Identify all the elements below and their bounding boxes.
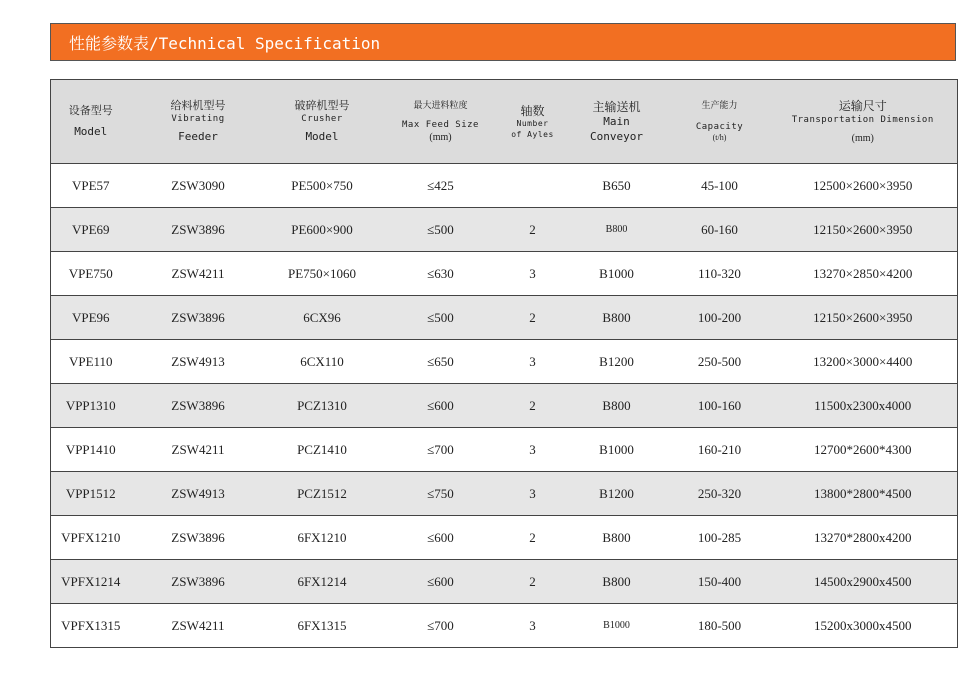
cell-axles: 3 xyxy=(503,340,563,384)
header-crusher xyxy=(266,80,379,164)
header-capacity-cn: 生产能力 xyxy=(701,99,738,110)
spec-table xyxy=(50,79,958,648)
cell-feed: ≤500 xyxy=(379,208,503,252)
header-capacity xyxy=(671,80,769,164)
table-row xyxy=(51,472,958,516)
header-feed-size-unit: (mm) xyxy=(429,131,452,143)
cell-axles: 3 xyxy=(503,472,563,516)
cell-feed: ≤600 xyxy=(379,516,503,560)
header-axles-en2: of Ayles xyxy=(511,129,554,139)
cell-conveyor: B800 xyxy=(563,560,671,604)
cell-capacity: 160-210 xyxy=(671,428,769,472)
cell-crusher: PE600×900 xyxy=(266,208,379,252)
cell-model: VPP1410 xyxy=(51,428,131,472)
cell-feeder: ZSW3896 xyxy=(131,208,266,252)
cell-conveyor: B800 xyxy=(563,296,671,340)
cell-dimension: 13270*2800x4200 xyxy=(769,516,958,560)
cell-model: VPP1310 xyxy=(51,384,131,428)
cell-conveyor: B800 xyxy=(563,384,671,428)
cell-axles xyxy=(503,164,563,208)
cell-feeder: ZSW3090 xyxy=(131,164,266,208)
cell-feeder: ZSW4913 xyxy=(131,472,266,516)
cell-capacity: 60-160 xyxy=(671,208,769,252)
cell-dimension: 12150×2600×3950 xyxy=(769,296,958,340)
cell-feed: ≤630 xyxy=(379,252,503,296)
cell-feed: ≤425 xyxy=(379,164,503,208)
cell-conveyor: B1000 xyxy=(563,604,671,648)
section-banner xyxy=(50,23,956,61)
cell-feed: ≤700 xyxy=(379,604,503,648)
cell-axles: 3 xyxy=(503,428,563,472)
cell-crusher: 6FX1214 xyxy=(266,560,379,604)
cell-model: VPE96 xyxy=(51,296,131,340)
cell-capacity: 45-100 xyxy=(671,164,769,208)
header-dimension-unit: (mm) xyxy=(851,132,874,144)
header-conveyor-en1: Main xyxy=(603,114,630,128)
header-model-en: Model xyxy=(74,124,108,138)
header-dimension-en: Transportation Dimension xyxy=(791,114,934,125)
cell-conveyor: B800 xyxy=(563,516,671,560)
cell-model: VPFX1214 xyxy=(51,560,131,604)
table-row xyxy=(51,252,958,296)
header-dimension-cn: 运输尺寸 xyxy=(838,98,887,113)
cell-conveyor: B1200 xyxy=(563,472,671,516)
cell-axles: 2 xyxy=(503,384,563,428)
header-crusher-cn: 破碎机型号 xyxy=(294,99,350,112)
cell-dimension: 12150×2600×3950 xyxy=(769,208,958,252)
cell-crusher: PE750×1060 xyxy=(266,252,379,296)
cell-feed: ≤700 xyxy=(379,428,503,472)
cell-feeder: ZSW3896 xyxy=(131,516,266,560)
cell-crusher: PCZ1410 xyxy=(266,428,379,472)
cell-dimension: 12700*2600*4300 xyxy=(769,428,958,472)
cell-feeder: ZSW3896 xyxy=(131,296,266,340)
cell-feeder: ZSW4211 xyxy=(131,604,266,648)
cell-crusher: PCZ1310 xyxy=(266,384,379,428)
header-conveyor-cn: 主输送机 xyxy=(592,99,641,114)
cell-dimension: 11500x2300x4000 xyxy=(769,384,958,428)
header-feeder-cn: 给料机型号 xyxy=(170,99,226,112)
header-axles-cn: 轴数 xyxy=(520,103,545,118)
header-conveyor xyxy=(563,80,671,164)
cell-feed: ≤500 xyxy=(379,296,503,340)
cell-crusher: PE500×750 xyxy=(266,164,379,208)
header-axles xyxy=(503,80,563,164)
cell-capacity: 250-320 xyxy=(671,472,769,516)
cell-model: VPE69 xyxy=(51,208,131,252)
header-crusher-en2: Model xyxy=(305,129,339,143)
header-capacity-en: Capacity xyxy=(695,122,744,133)
cell-feeder: ZSW3896 xyxy=(131,560,266,604)
cell-feed: ≤600 xyxy=(379,384,503,428)
cell-axles: 3 xyxy=(503,604,563,648)
header-axles-en1: Number xyxy=(516,118,549,128)
header-feeder xyxy=(131,80,266,164)
cell-crusher: 6FX1315 xyxy=(266,604,379,648)
cell-model: VPE57 xyxy=(51,164,131,208)
cell-model: VPFX1210 xyxy=(51,516,131,560)
cell-feeder: ZSW3896 xyxy=(131,384,266,428)
table-row xyxy=(51,296,958,340)
header-feed-size-cn: 最大进料粒度 xyxy=(413,99,468,110)
cell-crusher: 6FX1210 xyxy=(266,516,379,560)
table-row xyxy=(51,208,958,252)
cell-capacity: 110-320 xyxy=(671,252,769,296)
cell-crusher: 6CX110 xyxy=(266,340,379,384)
cell-capacity: 100-200 xyxy=(671,296,769,340)
cell-feeder: ZSW4211 xyxy=(131,252,266,296)
cell-crusher: PCZ1512 xyxy=(266,472,379,516)
cell-capacity: 250-500 xyxy=(671,340,769,384)
header-feeder-en2: Feeder xyxy=(178,129,218,143)
header-capacity-unit: (t/h) xyxy=(712,133,727,143)
cell-conveyor: B1200 xyxy=(563,340,671,384)
header-model-cn: 设备型号 xyxy=(68,104,113,117)
cell-axles: 2 xyxy=(503,560,563,604)
header-feeder-en1: Vibrating xyxy=(171,114,225,125)
cell-axles: 2 xyxy=(503,208,563,252)
header-crusher-en1: Crusher xyxy=(301,114,343,125)
table-row xyxy=(51,340,958,384)
table-row xyxy=(51,604,958,648)
header-dimension xyxy=(769,80,958,164)
cell-conveyor: B800 xyxy=(563,208,671,252)
header-conveyor-en2: Conveyor xyxy=(590,129,643,143)
table-row xyxy=(51,384,958,428)
table-header-row xyxy=(51,80,958,164)
cell-feeder: ZSW4211 xyxy=(131,428,266,472)
cell-dimension: 14500x2900x4500 xyxy=(769,560,958,604)
cell-dimension: 15200x3000x4500 xyxy=(769,604,958,648)
cell-feed: ≤600 xyxy=(379,560,503,604)
header-feed-size xyxy=(379,80,503,164)
table-row xyxy=(51,428,958,472)
cell-dimension: 13800*2800*4500 xyxy=(769,472,958,516)
cell-conveyor: B1000 xyxy=(563,428,671,472)
header-feed-size-en: Max Feed Size xyxy=(402,119,479,130)
cell-axles: 2 xyxy=(503,516,563,560)
cell-model: VPP1512 xyxy=(51,472,131,516)
cell-feed: ≤650 xyxy=(379,340,503,384)
cell-axles: 2 xyxy=(503,296,563,340)
cell-feed: ≤750 xyxy=(379,472,503,516)
cell-model: VPE110 xyxy=(51,340,131,384)
table-row xyxy=(51,516,958,560)
cell-axles: 3 xyxy=(503,252,563,296)
cell-model: VPFX1315 xyxy=(51,604,131,648)
header-model xyxy=(51,80,131,164)
cell-dimension: 13270×2850×4200 xyxy=(769,252,958,296)
cell-model: VPE750 xyxy=(51,252,131,296)
cell-feeder: ZSW4913 xyxy=(131,340,266,384)
cell-capacity: 180-500 xyxy=(671,604,769,648)
cell-crusher: 6CX96 xyxy=(266,296,379,340)
cell-capacity: 100-285 xyxy=(671,516,769,560)
cell-conveyor: B1000 xyxy=(563,252,671,296)
cell-dimension: 13200×3000×4400 xyxy=(769,340,958,384)
cell-capacity: 100-160 xyxy=(671,384,769,428)
section-title: 性能参数表/Technical Specification xyxy=(69,33,381,53)
table-row xyxy=(51,560,958,604)
cell-conveyor: B650 xyxy=(563,164,671,208)
cell-dimension: 12500×2600×3950 xyxy=(769,164,958,208)
table-row xyxy=(51,164,958,208)
cell-capacity: 150-400 xyxy=(671,560,769,604)
table-body xyxy=(51,164,958,648)
